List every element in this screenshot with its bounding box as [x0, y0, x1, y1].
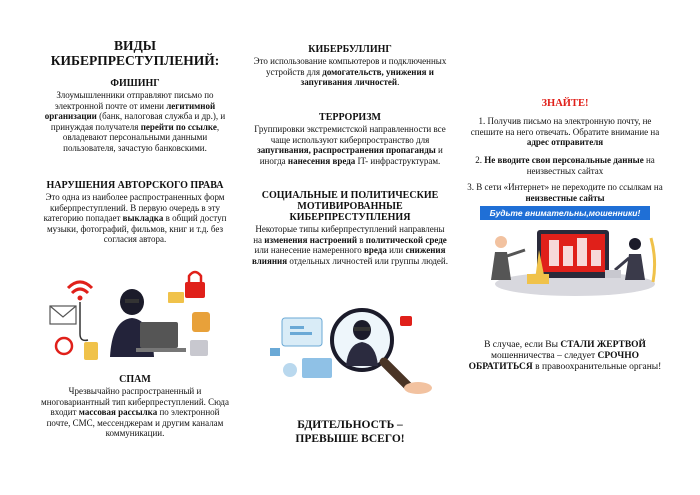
wifi-icon [68, 282, 92, 301]
main-title-line2: КИБЕРПРЕСТУПЛЕНИЙ: [50, 53, 220, 68]
text-bold: домогательств, унижения и запугивания личностей [300, 66, 434, 88]
text-run: в правоохранительные органы! [532, 362, 662, 372]
vigilance-text: БДИТЕЛЬНОСТЬ – ПРЕВЫШЕ ВСЕГО! [295, 419, 405, 445]
text-bold: неизвестные сайты [525, 192, 605, 203]
text-bold: политической среде [365, 234, 447, 245]
section-social [250, 190, 450, 266]
hacker-illustration [40, 262, 230, 372]
social-heading: СОЦИАЛЬНЫЕ И ПОЛИТИЧЕСКИЕ МОТИВИРОВАННЫЕ КИБЕРПРЕСТУПЛЕНИЯ [261, 190, 439, 223]
phishing-heading: ФИШИНГ [110, 78, 160, 89]
column-middle [250, 0, 450, 495]
text-bold: изменения настроений [264, 234, 358, 245]
text-run: мошенничества – следует [491, 351, 598, 361]
text-bold: снижения влияния [252, 245, 446, 266]
know-heading: ЗНАЙТЕ! [541, 98, 589, 109]
copyright-heading: НАРУШЕНИЯ АВТОРСКОГО ПРАВА [46, 180, 224, 191]
text-bold: запугивания, распространения пропаганды [257, 145, 436, 156]
text-bold: массовая рассылка [78, 407, 158, 418]
section-phishing [40, 78, 230, 154]
column-left [40, 0, 230, 495]
tip-2 [465, 155, 665, 176]
vigilance-footer [250, 418, 450, 446]
lock-icon [185, 272, 205, 298]
text-run: на неизвестных сайтах [526, 155, 655, 176]
text-run: 2. [475, 155, 485, 165]
text-bold: нанесения вреда [287, 155, 356, 166]
bullying-heading: КИБЕРБУЛЛИНГ [308, 44, 392, 55]
section-bullying [250, 44, 450, 88]
text-run: Это использование компьютеров и подключенных устройств для [253, 56, 447, 77]
main-title-line1: ВИДЫ [113, 38, 157, 53]
text-run: В случае, если Вы [484, 340, 561, 350]
warning-banner: Будьте внимательны,мошенники! [480, 206, 650, 220]
text-run: в общий доступ музыки, фотографий, фильмов, книг и т.д. без согласия автора. [46, 213, 227, 245]
laptop-icon [136, 322, 186, 352]
text-run: и иногда [259, 145, 443, 166]
tip-3 [465, 182, 665, 203]
card-icon [168, 292, 184, 303]
text-run: или [386, 245, 406, 256]
text-run: 3. В сети «Интернет» не переходите по ссылкам на [467, 182, 663, 192]
text-run: Злоумышленники отправляют письмо по электронной почте от имени [54, 90, 214, 111]
magnifier-illustration [250, 300, 450, 395]
text-run: Это одна из наиболее распространенных форм киберпреступлений. В первую очередь в эту категорию попадает [43, 192, 225, 224]
text-run: IT- инфраструктурам. [355, 155, 441, 166]
text-run: (банк, налоговая служба и др.), и принуждая получателя [50, 111, 226, 132]
main-title [40, 38, 230, 68]
terror-heading: ТЕРРОРИЗМ [319, 112, 381, 123]
spam-heading: СПАМ [119, 374, 151, 385]
column-right [465, 0, 665, 495]
text-run: или нанесение намеренного [254, 245, 365, 256]
text-run: , овладевают персональными данными пользователя, зачастую банковскими. [62, 121, 220, 153]
text-run: Чрезвычайно распространенный и многовариантный тип киберпреступлений. Сюда входит [41, 386, 229, 418]
tip-1 [465, 116, 665, 148]
text-run: отдельных личностей или группы людей. [287, 255, 448, 266]
text-bold: Не вводите свои персональные данные [484, 155, 644, 165]
phishing-text [40, 90, 230, 154]
victim-notice [465, 340, 665, 373]
text-bold: адрес отправителя [526, 137, 604, 148]
text-bold: легитимной организации [44, 100, 216, 122]
bag-icon [192, 312, 210, 332]
text-bold: перейти по ссылке [140, 121, 217, 132]
text-run: Некоторые типы киберпреступлений направлены на [253, 224, 445, 245]
text-bold: СТАЛИ ЖЕРТВОЙ [560, 340, 646, 350]
copyright-text [40, 192, 230, 245]
section-copyright [40, 180, 230, 245]
section-spam [40, 374, 230, 439]
text-run: 1. Получив письмо на электронную почту, не спешите на него отвечать. Обратите внимание на [470, 116, 660, 137]
bullying-text [250, 56, 450, 88]
text-run: по электронной почте, СМС, мессенджерам и другим каналам коммуникации. [46, 407, 224, 439]
magnifier-icon [332, 310, 432, 394]
text-bold: вреда [364, 245, 387, 256]
section-terror [250, 112, 450, 166]
social-text [250, 224, 450, 266]
text-run: Группировки экстремистской направленности все чаще используют киберпространство для [254, 124, 446, 145]
text-bold: выкладка [122, 213, 164, 224]
spam-text [40, 386, 230, 439]
text-run: в [357, 234, 366, 245]
text-bold: СРОЧНО ОБРАТИТЬСЯ [468, 351, 639, 372]
text-run: . [397, 77, 400, 88]
terror-text [250, 124, 450, 166]
fraud-illustration [465, 206, 665, 306]
